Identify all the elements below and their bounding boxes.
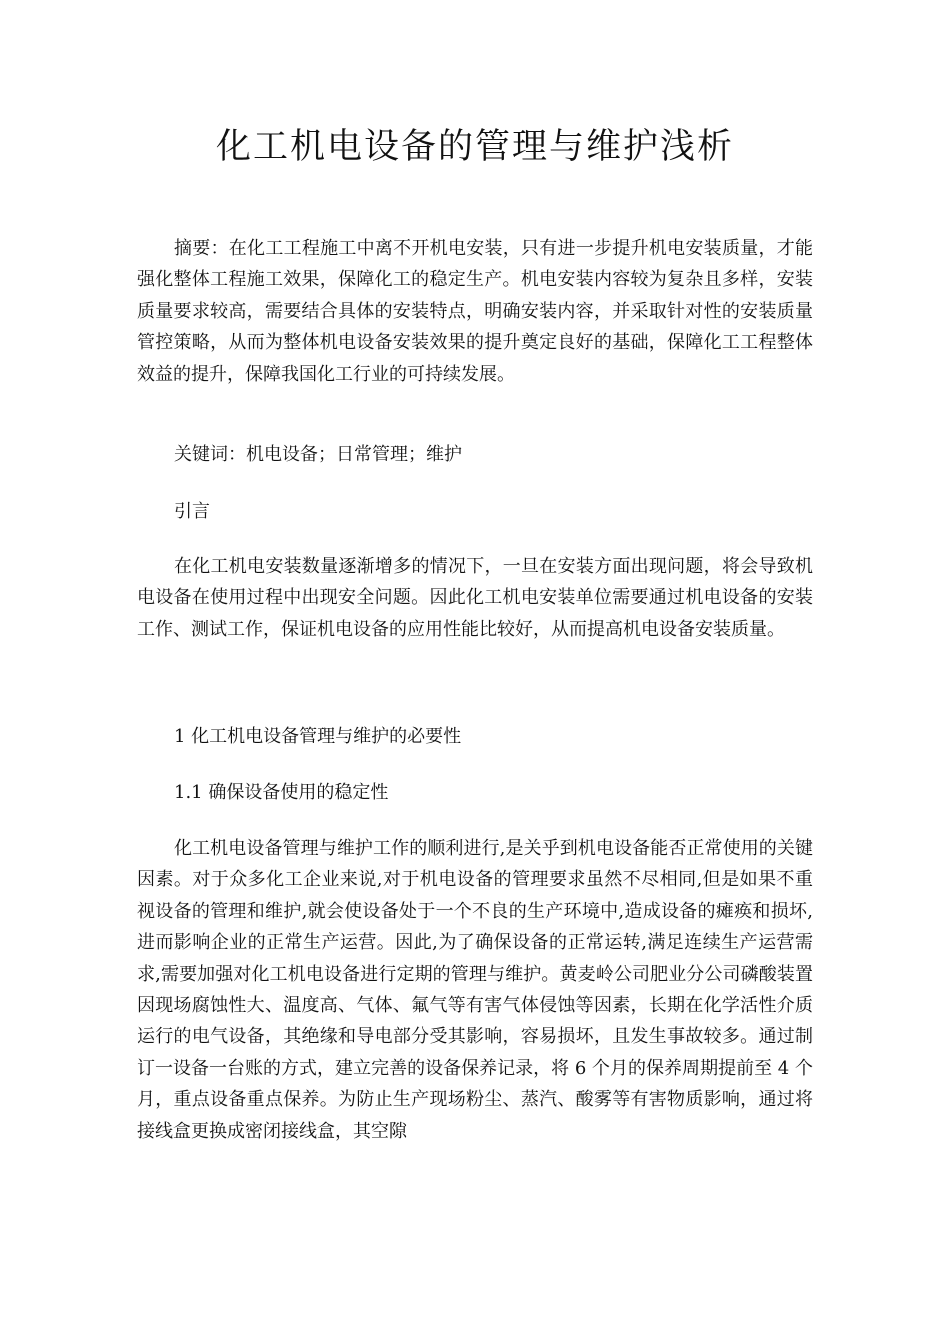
section-1-1-paragraph: 化工机电设备管理与维护工作的顺利进行,是关乎到机电设备能否正常使用的关键因素。对于众多化工企业来说,对于机电设备的管理要求虽然不尽相同,但是如果不重视设备的管理和维护,就会使设备处于一个不良的生产环境中,造成设备的瘫痪和损坏,进而影响企业的正常生产运营。因此,为了确保设备的正常运转,满足连续生产运营需求,需要加强对化工机电设备进行定期的管理与维护。黄麦岭公司肥业分公司磷酸装置因现场腐蚀性大、温度高、气体、氟气等有害气体侵蚀等因素，长期在化学活性介质运行的电气设备，其绝缘和导电部分受其影响，容易损坏，且发生事故较多。通过制订一设备一台账的方式，建立完善的设备保养记录，将 6 个月的保养周期提前至 4 个月，重点设备重点保养。为防止生产现场粉尘、蒸汽、酸雾等有害物质影响，通过将接线盒更换成密闭接线盒，其空隙	[137, 838, 813, 1142]
intro-heading: 引言	[174, 501, 210, 522]
document-title: 化工机电设备的管理与维护浅析	[215, 127, 734, 167]
section-1-heading: 1 化工机电设备管理与维护的必要性	[174, 726, 462, 747]
keywords-paragraph: 关键词：机电设备；日常管理；维护	[174, 444, 462, 465]
intro-paragraph: 在化工机电安装数量逐渐增多的情况下，一旦在安装方面出现问题，将会导致机电设备在使用过程中出现安全问题。因此化工机电安装单位需要通过机电设备的安装工作、测试工作，保证机电设备的应用性能比较好，从而提高机电设备安装质量。	[137, 556, 813, 640]
abstract-paragraph: 摘要：在化工工程施工中离不开机电安装，只有进一步提升机电安装质量，才能强化整体工程施工效果，保障化工的稳定生产。机电安装内容较为复杂且多样，安装质量要求较高，需要结合具体的安装特点，明确安装内容，并采取针对性的安装质量管控策略，从而为整体机电设备安装效果的提升奠定良好的基础，保障化工工程整体效益的提升，保障我国化工行业的可持续发展。	[137, 238, 813, 385]
section-1-1-heading: 1.1 确保设备使用的稳定性	[174, 782, 389, 803]
